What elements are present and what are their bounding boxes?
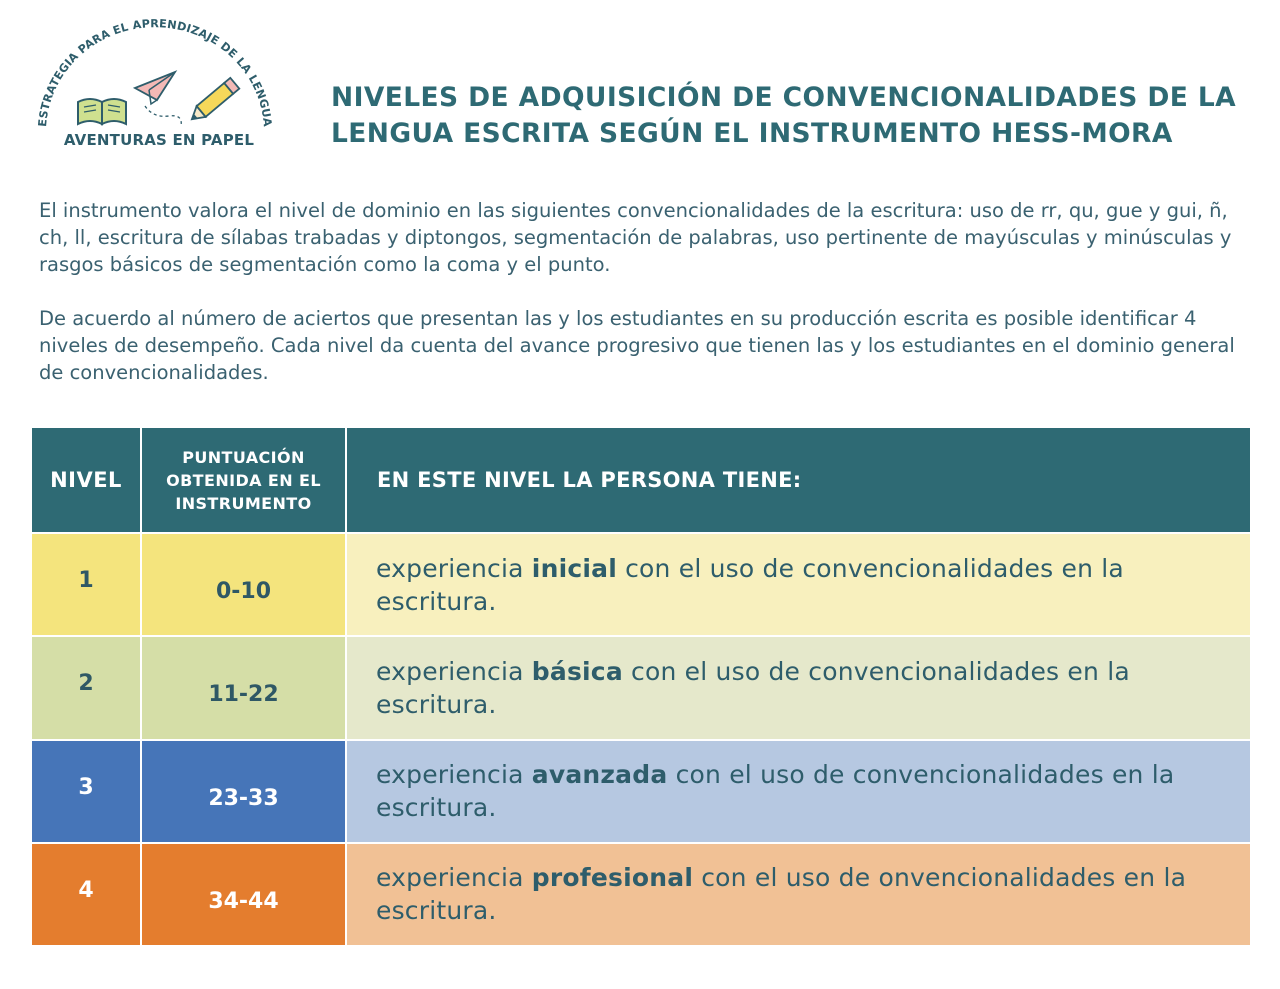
logo-name: AVENTURAS EN PAPEL — [63, 131, 255, 149]
levels-table — [30, 426, 1252, 947]
level-cell: 2 — [31, 636, 141, 739]
header-score-text: PUNTUACIÓN OBTENIDA EN EL INSTRUMENTO — [166, 447, 321, 513]
score-cell: 23-33 — [141, 740, 346, 843]
score-cell: 11-22 — [141, 636, 346, 739]
description-cell — [346, 533, 1251, 636]
description-suffix: con el uso de onvencionalidades en la escritura. — [376, 863, 1187, 926]
table-row — [31, 843, 1251, 946]
pencil-icon — [187, 78, 239, 125]
page-title: NIVELES DE ADQUISICIÓN DE CONVENCIONALIDADES DE LA LENGUA ESCRITA SEGÚN EL INSTRUMENTO HESS-MORA — [331, 82, 1237, 149]
table-header-row — [31, 427, 1251, 533]
table-row — [31, 740, 1251, 843]
intro-paragraph-1: El instrumento valora el nivel de dominio en las siguientes convencionalidades de la escritura: uso de rr, qu, gue y gui, ñ, ch, ll, escritura de sílabas trabadas y diptongos, segmentación de palabras, uso pertinente de mayúsculas y minúsculas y rasgos básicos de segmentación como la coma y el punto. — [39, 199, 1232, 276]
description-suffix: con el uso de convencionalidades en la escritura. — [376, 553, 1124, 616]
level-cell: 4 — [31, 843, 141, 946]
description-cell — [346, 740, 1251, 843]
description-keyword: avanzada — [531, 760, 668, 790]
score-cell: 0-10 — [141, 533, 346, 636]
book-icon — [78, 99, 126, 124]
table-row — [31, 533, 1251, 636]
description-suffix: con el uso de convencionalidades en la escritura. — [376, 656, 1130, 719]
description-keyword: profesional — [531, 863, 694, 893]
description-suffix: con el uso de convencionalidades en la escritura. — [376, 760, 1175, 823]
intro-paragraph-2: De acuerdo al número de aciertos que presentan las y los estudiantes en su producción escrita es posible identificar 4 niveles de desempeño. Cada nivel da cuenta del avance progresivo que tienen las y los estudiantes en el dominio general de convencionalidades. — [39, 307, 1235, 384]
description-cell — [346, 843, 1251, 946]
description-keyword: inicial — [531, 553, 617, 583]
description-prefix: experiencia — [376, 863, 532, 893]
logo — [32, 14, 282, 164]
score-cell: 34-44 — [141, 843, 346, 946]
header-description: EN ESTE NIVEL LA PERSONA TIENE: — [346, 427, 1251, 533]
level-cell: 3 — [31, 740, 141, 843]
paper-plane-icon — [135, 72, 181, 126]
description-prefix: experiencia — [376, 553, 532, 583]
description-keyword: básica — [531, 656, 623, 686]
description-prefix: experiencia — [376, 760, 532, 790]
logo-arc-text: ESTRATEGIA PARA EL APRENDIZAJE DE LA LENGUA — [36, 17, 274, 128]
header-score — [141, 427, 346, 533]
description-cell — [346, 636, 1251, 739]
header-level: NIVEL — [31, 427, 141, 533]
description-prefix: experiencia — [376, 656, 532, 686]
level-cell: 1 — [31, 533, 141, 636]
table-row — [31, 636, 1251, 739]
